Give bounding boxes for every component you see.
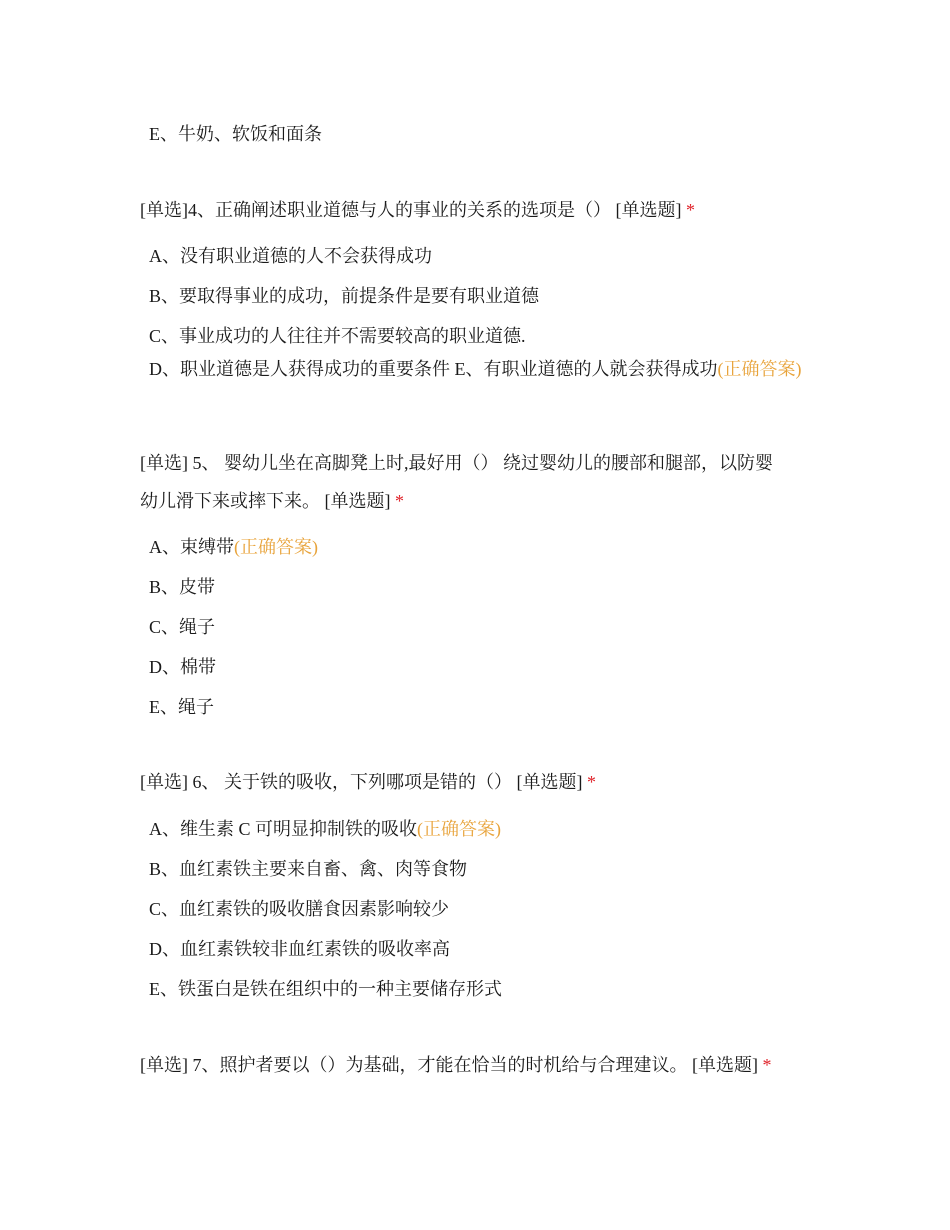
required-mark: *	[762, 1055, 772, 1075]
question-5-stem-line1	[140, 451, 773, 475]
question-6-stem	[140, 770, 596, 794]
question-7-stem	[140, 1053, 771, 1077]
option-q4-a[interactable]	[149, 244, 432, 268]
option-q6-d[interactable]	[149, 937, 450, 961]
question-4-stem	[140, 198, 695, 222]
required-mark: *	[586, 772, 596, 792]
option-q5-d[interactable]	[149, 655, 216, 679]
required-mark: *	[395, 491, 404, 511]
option-q6-c[interactable]	[149, 897, 449, 921]
option-q3-e[interactable]	[149, 122, 322, 146]
option-text: A、束缚带	[149, 537, 234, 557]
option-text: B、血红素铁主要来自畜、禽、肉等食物	[149, 859, 468, 879]
correct-answer-tag: (正确答案)	[717, 359, 802, 379]
option-text: E、绳子	[149, 697, 214, 717]
option-q6-b[interactable]	[149, 857, 467, 881]
option-text: B、要取得事业的成功，前提条件是要有职业道德	[149, 286, 540, 306]
option-text: A、没有职业道德的人不会获得成功	[149, 246, 432, 266]
option-text: E、铁蛋白是铁在组织中的一种主要储存形式	[149, 979, 502, 999]
option-q4-b[interactable]	[149, 284, 539, 308]
question-text: [单选] 5、 婴幼儿坐在高脚凳上时,最好用（） 绕过婴幼儿的腰部和腿部，以防婴	[140, 453, 773, 473]
option-text: B、皮带	[149, 577, 216, 597]
option-text: D、棉带	[149, 657, 216, 677]
question-text: [单选] 7、照护者要以（）为基础，才能在恰当的时机给与合理建议。 [单选题]	[140, 1055, 758, 1075]
option-text: A、维生素 C 可明显抑制铁的吸收	[149, 819, 418, 839]
option-text: E、牛奶、软饭和面条	[149, 124, 322, 144]
option-q6-e[interactable]	[149, 977, 502, 1001]
option-text: D、职业道德是人获得成功的重要条件 E、有职业道德的人就会获得成功	[149, 359, 718, 379]
question-5-stem-line2	[140, 489, 404, 513]
option-text: D、血红素铁较非血红素铁的吸收率高	[149, 939, 450, 959]
correct-answer-tag: (正确答案)	[417, 819, 502, 839]
question-text: 幼儿滑下来或摔下来。 [单选题]	[140, 491, 391, 511]
option-q5-a[interactable]	[149, 535, 318, 559]
option-q5-b[interactable]	[149, 575, 215, 599]
correct-answer-tag: (正确答案)	[234, 537, 318, 557]
required-mark: *	[685, 200, 695, 220]
option-q4-d[interactable]	[149, 356, 809, 382]
question-text: [单选]4、正确阐述职业道德与人的事业的关系的选项是（） [单选题]	[140, 200, 682, 220]
question-text: [单选] 6、 关于铁的吸收，下列哪项是错的（） [单选题]	[140, 772, 583, 792]
option-q4-c[interactable]	[149, 324, 526, 348]
option-text: C、血红素铁的吸收膳食因素影响较少	[149, 899, 450, 919]
option-q5-e[interactable]	[149, 695, 214, 719]
option-q6-a[interactable]	[149, 817, 501, 841]
option-q5-c[interactable]	[149, 615, 215, 639]
option-text: C、绳子	[149, 617, 216, 637]
option-text: C、事业成功的人往往并不需要较高的职业道德.	[149, 326, 526, 346]
